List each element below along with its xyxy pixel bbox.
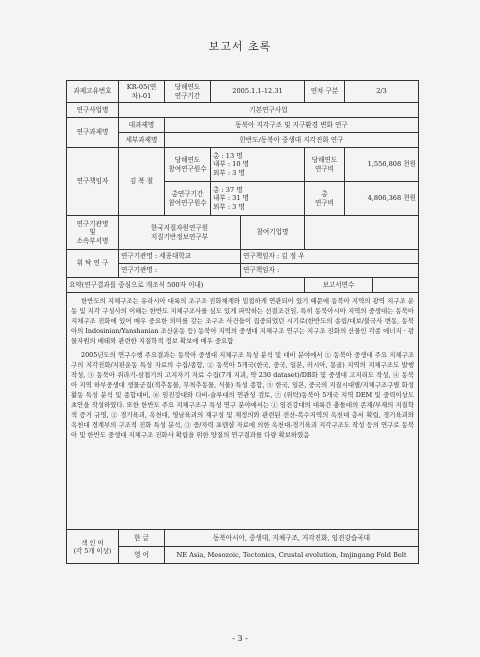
row-summary-body — [67, 293, 419, 530]
count: 총 : 13 명 내부 : 10 명 외부 : 3 명 — [211, 148, 305, 182]
row-keywords-en — [67, 547, 419, 564]
row-org — [67, 216, 419, 250]
consign-inst-1: 연구기관명 : 세종대학교 — [119, 250, 241, 264]
year: 2/3 — [345, 81, 419, 103]
consign-inst-2: 연구기관명 : — [119, 264, 241, 278]
total-count: 총 : 37 명 내부 : 31 명 외부 : 3 명 — [211, 182, 305, 216]
consign-label: 위 탁 연 구 — [67, 250, 119, 278]
row-consign-2 — [67, 264, 419, 278]
researcher-label: 연구책임자 — [67, 148, 119, 216]
report-title: 보고서 초록 — [208, 40, 272, 53]
period: 2005.1.1-12.31 — [211, 81, 305, 103]
page-number: - 3 - — [232, 634, 248, 643]
pages — [373, 278, 419, 293]
row-researcher-1 — [67, 148, 419, 182]
total-cost-label: 총 연구비 — [305, 182, 345, 216]
keywords-en-label: 영 어 — [119, 547, 165, 564]
row-main-task — [67, 118, 419, 133]
main-task: 동북아 지각구조 및 지구환경 변화 연구 — [165, 118, 419, 133]
task-id-label: 과제고유번호 — [67, 81, 119, 103]
period-label: 당해연도 연구기간 — [165, 81, 211, 103]
total-count-label: 총연구기간 참여연구원수 — [165, 182, 211, 216]
year-label: 연차 구분 — [305, 81, 345, 103]
consign-head-1: 연구책임자 : 김 정 우 — [241, 250, 419, 264]
abstract-form — [66, 80, 419, 564]
org-label: 연구기관명 및 소속부서명 — [67, 216, 119, 250]
row-keywords-ko — [67, 530, 419, 547]
cost: 1,556,808 천원 — [345, 148, 419, 182]
row-consign-1 — [67, 250, 419, 264]
summary-paragraph-2: 2005년도의 연구수행 주요결과는 동북아 중생대 지체구조 특성 분석 및 대비 분야에서 ① 동북아 중생대 주요 지체구조구의 지각진화/지판운동 특성 자료의 수집/종합, ② 동북아 5개국(한국, 중국, 일본, 러시아, 몽골) 지역의 지체구조도 발행 작성, ③ 동북아 쥐라기-삼첩기의 고지자기 자료 수집(7개 지괴, 약 230 dataset)/DB화 및 중생대 고지리도 작성, ④ 동북아 지역 하부중생대 생물군집(적추동물, 무척추동물, 식물) 특성 종합, ⑤ 한국, 일본, 중국의 지질시대별/지체구조구별 화성활동 특성 분석 및 종합대비, ⑥ 임진강대와 다비-술루대의 연관성 검토, ⑦ (위탁)동북아 5개국 지역 DEM 및 중력이상도 초안을 작성하였다. 또한 한반도 주요 지체구조구 특성 연구 분야에서는 ① 임진강대의 대륙간 충돌대의 존재/부재의 지질학적 증거 규명, ② 경기육괴, 옥천대, 영남육괴의 재구성 및 재정의와 관련된 전산-복수지역의 옥천대 층서 확립, 경기육괴와 옥천대 경계부의 구조적 진화 특성 분석, ③ 중/자력 포텐샬 자료에 의한 옥천대-경기육괴 지각구조도 작성 등의 연구로 동북아 및 한반도 중생대 지체구조 진화사 확립을 위한 양질의 연구결과를 다량 확보하였음 — [71, 350, 414, 440]
keywords-ko-label: 한 글 — [119, 530, 165, 547]
researcher-name: 김 복 철 — [119, 148, 165, 216]
count-label: 당해연도 참여연구원수 — [165, 148, 211, 182]
task-label: 연구과제명 — [67, 118, 119, 148]
row-summary-head — [67, 278, 419, 293]
row-project — [67, 103, 419, 118]
sub-task: 한반도/동북아 중생대 지각진화 연구 — [165, 133, 419, 148]
summary-text — [67, 293, 419, 530]
task-id: KR-05(연차)-01 — [119, 81, 165, 103]
keywords-en: NE Asia, Mesozoic, Tectonics, Crustal evolution, Imjingang Fold Belt — [165, 547, 419, 564]
consign-head-2: 연구책임자 : — [241, 264, 419, 278]
summary-label: 요약(연구결과를 중심으로 개조식 500자 이내) — [67, 278, 305, 293]
keywords-label: 색 인 어 (각 5개 이상) — [67, 530, 119, 564]
row-task-id — [67, 81, 419, 103]
org: 한국지질자원연구원 지질기반정보연구부 — [119, 216, 241, 250]
row-sub-task — [67, 133, 419, 148]
sub-task-label: 세부과제명 — [119, 133, 165, 148]
keywords-ko: 동북아시아, 중생대, 지체구조, 지각진화, 임진강습곡대 — [165, 530, 419, 547]
cost-label: 당해연도 연구비 — [305, 148, 345, 182]
pages-label: 보고서면수 — [305, 278, 373, 293]
main-task-label: 대과제명 — [119, 118, 165, 133]
project: 기본연구사업 — [119, 103, 419, 118]
partner — [305, 216, 419, 250]
project-label: 연구사업명 — [67, 103, 119, 118]
total-cost: 4,806,368 천원 — [345, 182, 419, 216]
summary-paragraph-1: 한반도의 지체구조는 유라시아 대륙의 조구조 진화체계와 밀접하게 연관되어 있기 때문에 동북아 지역의 광역 지구조 운동 및 지각 구성사의 이해는 한반도 지체구조사를 심도 있게 파악하는 선결조건임. 특히 동북아시아 지역의 중생대는 동북아 지체구조 진화에 있어 매우 중요한 의미를 갖는 조구조 사건들이 집중되었던 시기로(한반도의 송림/대보/불국사 변동, 동북아의 Indosinian/Yanshanian 조산운동 등) 동북아 지역의 중생대 지체구조 연구는 지구조 진화의 산물인 각종 에너지 · 광물자원의 배태와 관련한 지질학적 정보 확보에 매우 중요함 — [71, 297, 414, 346]
partner-label: 참여기업명 — [241, 216, 305, 250]
